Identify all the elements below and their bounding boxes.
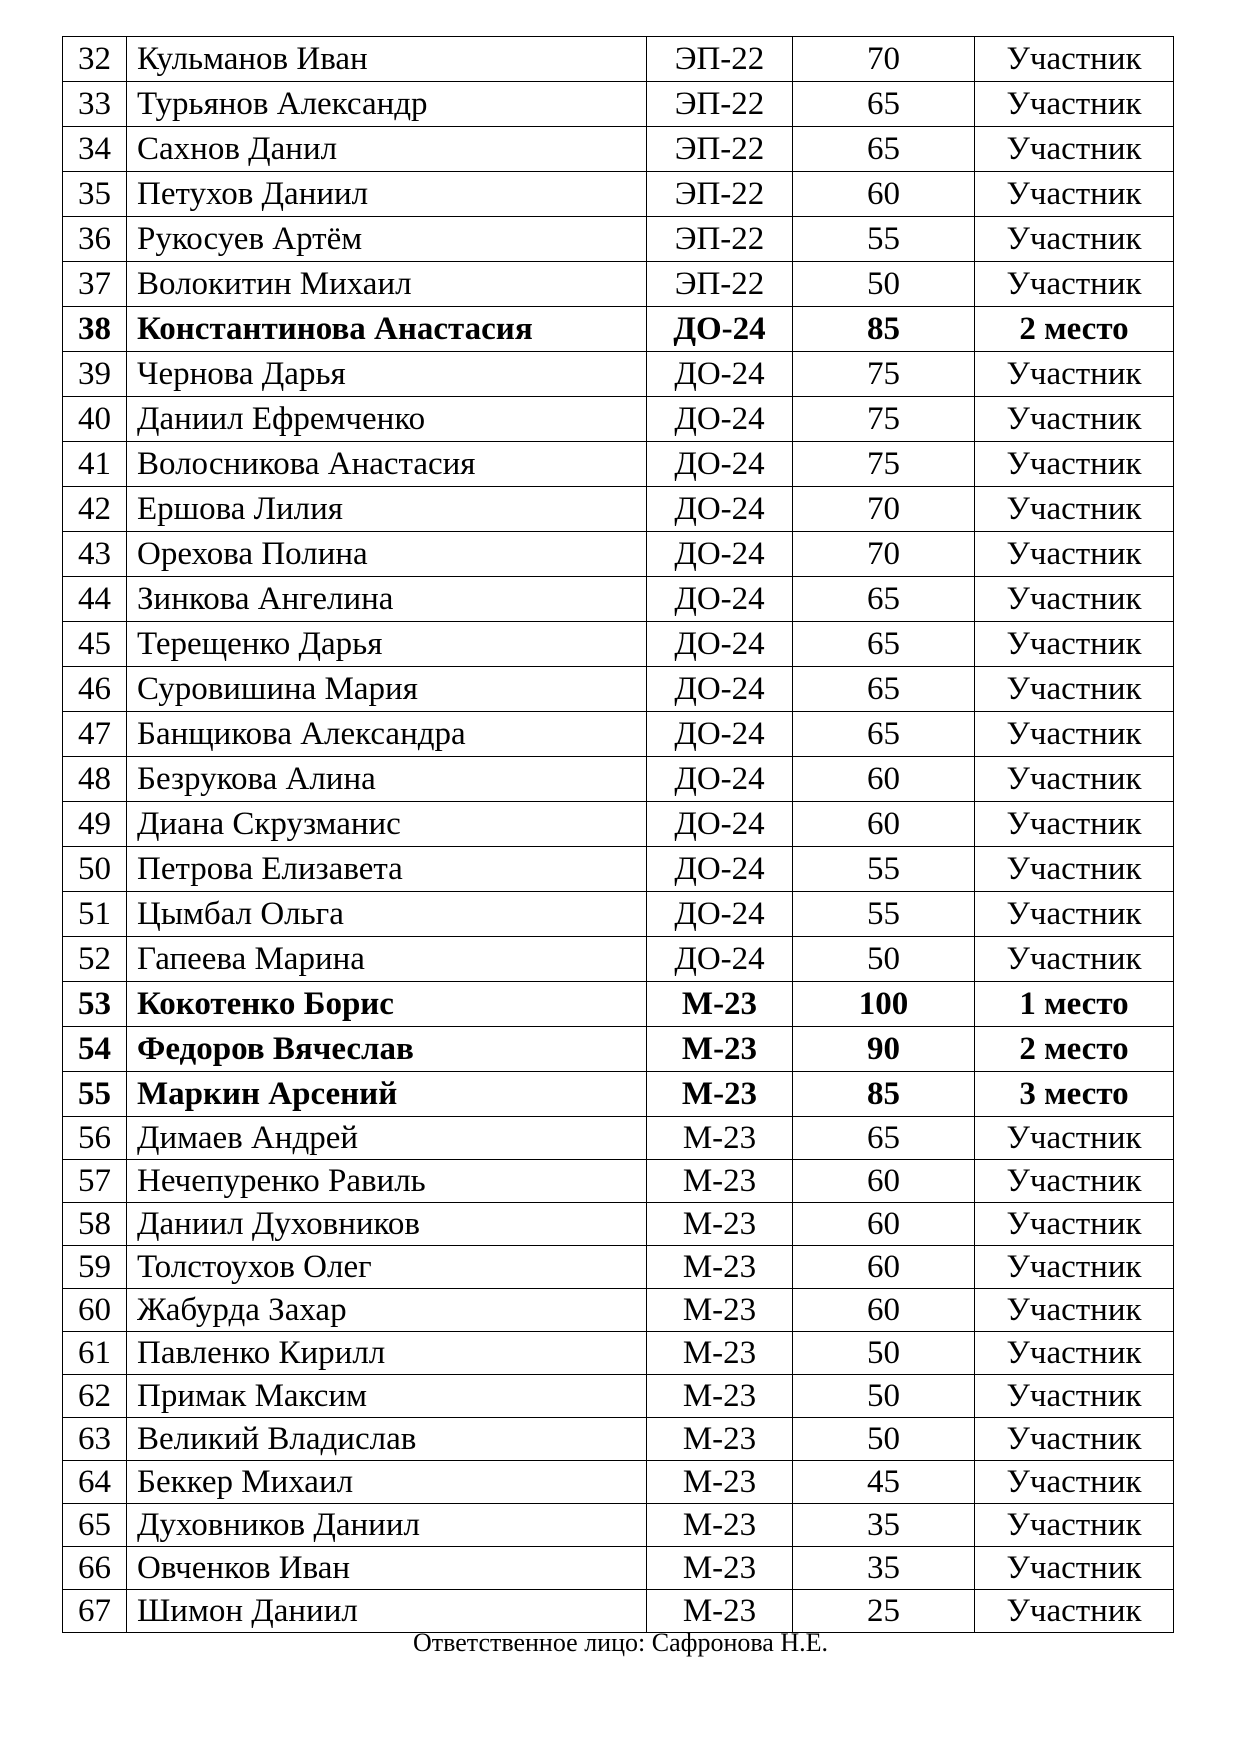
participant-name: Даниил Ефремченко (127, 397, 647, 442)
participant-score: 90 (793, 1027, 975, 1072)
table-row (63, 892, 1174, 937)
responsible-person: Ответственное лицо: Сафронова Н.Е. (412, 1628, 829, 1657)
participant-number: 50 (63, 847, 127, 892)
participant-status: 1 место (975, 982, 1174, 1027)
participant-status: Участник (975, 577, 1174, 622)
participant-name: Гапеева Марина (127, 937, 647, 982)
table-row (63, 1160, 1174, 1203)
participant-score: 35 (793, 1547, 975, 1590)
participant-score: 50 (793, 1375, 975, 1418)
participant-number: 65 (63, 1504, 127, 1547)
participant-group: ЭП-22 (647, 82, 793, 127)
participant-number: 54 (63, 1027, 127, 1072)
participant-number: 43 (63, 532, 127, 577)
participant-status: Участник (975, 532, 1174, 577)
participant-name: Зинкова Ангелина (127, 577, 647, 622)
participant-number: 62 (63, 1375, 127, 1418)
participant-group: М-23 (647, 982, 793, 1027)
participant-status: Участник (975, 802, 1174, 847)
participant-number: 52 (63, 937, 127, 982)
participant-group: ДО-24 (647, 532, 793, 577)
participant-number: 41 (63, 442, 127, 487)
participant-status: Участник (975, 1160, 1174, 1203)
participant-group: ЭП-22 (647, 262, 793, 307)
participant-group: ДО-24 (647, 442, 793, 487)
participant-status: Участник (975, 1289, 1174, 1332)
participant-status: Участник (975, 352, 1174, 397)
table-row (63, 397, 1174, 442)
participant-group: ДО-24 (647, 712, 793, 757)
participant-score: 55 (793, 847, 975, 892)
participant-score: 75 (793, 442, 975, 487)
participant-status: Участник (975, 847, 1174, 892)
participant-score: 35 (793, 1504, 975, 1547)
participant-number: 45 (63, 622, 127, 667)
participant-name: Чернова Дарья (127, 352, 647, 397)
participant-score: 70 (793, 37, 975, 82)
participant-status: Участник (975, 1246, 1174, 1289)
participant-group: ДО-24 (647, 577, 793, 622)
participant-number: 61 (63, 1332, 127, 1375)
participant-group: ЭП-22 (647, 37, 793, 82)
participant-number: 55 (63, 1072, 127, 1117)
participant-name: Жабурда Захар (127, 1289, 647, 1332)
table-row (63, 667, 1174, 712)
participant-name: Диана Скрузманис (127, 802, 647, 847)
participant-status: Участник (975, 217, 1174, 262)
table-row (63, 172, 1174, 217)
table-row (63, 1504, 1174, 1547)
participant-score: 65 (793, 622, 975, 667)
participant-score: 60 (793, 1160, 975, 1203)
table-row (63, 442, 1174, 487)
table-row (63, 937, 1174, 982)
participant-name: Кульманов Иван (127, 37, 647, 82)
table-row (63, 847, 1174, 892)
participant-name: Волосникова Анастасия (127, 442, 647, 487)
participant-status: Участник (975, 937, 1174, 982)
participant-status: 2 место (975, 1027, 1174, 1072)
participant-name: Безрукова Алина (127, 757, 647, 802)
participant-group: М-23 (647, 1203, 793, 1246)
table-row (63, 802, 1174, 847)
participant-group: М-23 (647, 1246, 793, 1289)
participant-group: ДО-24 (647, 757, 793, 802)
participant-score: 60 (793, 1203, 975, 1246)
participant-name: Терещенко Дарья (127, 622, 647, 667)
participant-group: ЭП-22 (647, 172, 793, 217)
participant-number: 49 (63, 802, 127, 847)
participant-status: Участник (975, 1504, 1174, 1547)
participant-name: Сахнов Данил (127, 127, 647, 172)
table-row (63, 1375, 1174, 1418)
participant-score: 45 (793, 1461, 975, 1504)
participant-score: 50 (793, 1332, 975, 1375)
participant-status: Участник (975, 37, 1174, 82)
participant-status: Участник (975, 172, 1174, 217)
participant-name: Суровишина Мария (127, 667, 647, 712)
participant-status: Участник (975, 1375, 1174, 1418)
participant-name: Примак Максим (127, 1375, 647, 1418)
participant-status: Участник (975, 1203, 1174, 1246)
table-row (63, 1590, 1174, 1633)
participant-group: М-23 (647, 1289, 793, 1332)
participant-score: 65 (793, 667, 975, 712)
participant-number: 47 (63, 712, 127, 757)
participant-name: Маркин Арсений (127, 1072, 647, 1117)
participant-number: 37 (63, 262, 127, 307)
participant-group: ДО-24 (647, 667, 793, 712)
participant-score: 55 (793, 892, 975, 937)
participant-group: ДО-24 (647, 397, 793, 442)
participant-status: Участник (975, 892, 1174, 937)
participant-score: 50 (793, 1418, 975, 1461)
participant-status: Участник (975, 1461, 1174, 1504)
table-row (63, 532, 1174, 577)
participant-score: 50 (793, 262, 975, 307)
table-row (63, 127, 1174, 172)
participant-status: Участник (975, 712, 1174, 757)
participant-name: Банщикова Александра (127, 712, 647, 757)
table-row (63, 1547, 1174, 1590)
participant-status: Участник (975, 397, 1174, 442)
participant-status: Участник (975, 127, 1174, 172)
participant-name: Великий Владислав (127, 1418, 647, 1461)
participant-name: Федоров Вячеслав (127, 1027, 647, 1072)
participant-number: 39 (63, 352, 127, 397)
participant-status: Участник (975, 1332, 1174, 1375)
participant-name: Овченков Иван (127, 1547, 647, 1590)
participant-name: Константинова Анастасия (127, 307, 647, 352)
participant-group: М-23 (647, 1072, 793, 1117)
participant-score: 85 (793, 1072, 975, 1117)
participant-score: 65 (793, 82, 975, 127)
table-row (63, 1461, 1174, 1504)
participant-status: Участник (975, 82, 1174, 127)
table-row (63, 1418, 1174, 1461)
participant-score: 65 (793, 127, 975, 172)
participant-group: ДО-24 (647, 307, 793, 352)
participant-number: 57 (63, 1160, 127, 1203)
participant-score: 60 (793, 802, 975, 847)
participant-group: ДО-24 (647, 622, 793, 667)
participant-status: Участник (975, 1418, 1174, 1461)
table-row (63, 1027, 1174, 1072)
participant-number: 63 (63, 1418, 127, 1461)
participant-group: М-23 (647, 1160, 793, 1203)
participant-status: Участник (975, 622, 1174, 667)
participant-status: Участник (975, 262, 1174, 307)
participant-group: ДО-24 (647, 937, 793, 982)
participant-score: 60 (793, 1246, 975, 1289)
participant-group: М-23 (647, 1117, 793, 1160)
participant-number: 66 (63, 1547, 127, 1590)
participant-number: 67 (63, 1590, 127, 1633)
table-row (63, 1203, 1174, 1246)
participant-score: 55 (793, 217, 975, 262)
participant-status: Участник (975, 667, 1174, 712)
participant-status: Участник (975, 757, 1174, 802)
participant-number: 58 (63, 1203, 127, 1246)
participant-number: 34 (63, 127, 127, 172)
participant-name: Волокитин Михаил (127, 262, 647, 307)
participant-group: ДО-24 (647, 892, 793, 937)
participant-number: 40 (63, 397, 127, 442)
participant-score: 100 (793, 982, 975, 1027)
table-row (63, 622, 1174, 667)
participant-name: Шимон Даниил (127, 1590, 647, 1633)
participant-number: 64 (63, 1461, 127, 1504)
participant-name: Димаев Андрей (127, 1117, 647, 1160)
participant-group: М-23 (647, 1590, 793, 1633)
table-row (63, 307, 1174, 352)
participant-name: Рукосуев Артём (127, 217, 647, 262)
participant-name: Кокотенко Борис (127, 982, 647, 1027)
participant-group: М-23 (647, 1461, 793, 1504)
table-row (63, 577, 1174, 622)
participant-name: Ершова Лилия (127, 487, 647, 532)
table-row (63, 982, 1174, 1027)
table-row (63, 1289, 1174, 1332)
participant-group: М-23 (647, 1332, 793, 1375)
participant-number: 44 (63, 577, 127, 622)
participant-number: 53 (63, 982, 127, 1027)
participant-name: Даниил Духовников (127, 1203, 647, 1246)
participant-name: Духовников Даниил (127, 1504, 647, 1547)
participant-score: 60 (793, 172, 975, 217)
participant-number: 36 (63, 217, 127, 262)
participant-score: 65 (793, 1117, 975, 1160)
participant-group: М-23 (647, 1027, 793, 1072)
participant-number: 51 (63, 892, 127, 937)
participant-status: Участник (975, 1547, 1174, 1590)
participant-number: 46 (63, 667, 127, 712)
participant-group: ДО-24 (647, 802, 793, 847)
participant-score: 60 (793, 757, 975, 802)
participant-status: Участник (975, 442, 1174, 487)
participant-score: 85 (793, 307, 975, 352)
participant-number: 42 (63, 487, 127, 532)
table-row (63, 1246, 1174, 1289)
participant-score: 65 (793, 712, 975, 757)
participant-group: М-23 (647, 1418, 793, 1461)
participant-status: Участник (975, 1590, 1174, 1633)
table-row (63, 352, 1174, 397)
participant-status: 3 место (975, 1072, 1174, 1117)
results-table-body (63, 37, 1174, 1633)
participant-status: 2 место (975, 307, 1174, 352)
participant-score: 60 (793, 1289, 975, 1332)
participant-status: Участник (975, 1117, 1174, 1160)
participant-name: Нечепуренко Равиль (127, 1160, 647, 1203)
table-row (63, 37, 1174, 82)
participant-name: Беккер Михаил (127, 1461, 647, 1504)
participant-group: М-23 (647, 1547, 793, 1590)
participant-group: М-23 (647, 1504, 793, 1547)
participant-score: 70 (793, 532, 975, 577)
participant-name: Петухов Даниил (127, 172, 647, 217)
participant-status: Участник (975, 487, 1174, 532)
participant-group: ДО-24 (647, 352, 793, 397)
table-row (63, 487, 1174, 532)
participant-name: Турьянов Александр (127, 82, 647, 127)
table-row (63, 712, 1174, 757)
participant-score: 75 (793, 352, 975, 397)
participant-score: 75 (793, 397, 975, 442)
table-row (63, 1072, 1174, 1117)
participant-number: 56 (63, 1117, 127, 1160)
participant-group: ДО-24 (647, 487, 793, 532)
participant-number: 38 (63, 307, 127, 352)
participant-name: Петрова Елизавета (127, 847, 647, 892)
table-row (63, 1117, 1174, 1160)
participant-number: 59 (63, 1246, 127, 1289)
table-row (63, 82, 1174, 127)
table-row (63, 217, 1174, 262)
participant-score: 25 (793, 1590, 975, 1633)
participant-name: Павленко Кирилл (127, 1332, 647, 1375)
table-row (63, 757, 1174, 802)
participant-score: 70 (793, 487, 975, 532)
participant-group: ЭП-22 (647, 127, 793, 172)
participant-score: 50 (793, 937, 975, 982)
participant-number: 35 (63, 172, 127, 217)
table-row (63, 1332, 1174, 1375)
participant-group: М-23 (647, 1375, 793, 1418)
participant-name: Орехова Полина (127, 532, 647, 577)
participant-number: 60 (63, 1289, 127, 1332)
results-table (62, 36, 1174, 1633)
participant-score: 65 (793, 577, 975, 622)
participant-number: 32 (63, 37, 127, 82)
participant-number: 33 (63, 82, 127, 127)
participant-group: ЭП-22 (647, 217, 793, 262)
participant-group: ДО-24 (647, 847, 793, 892)
table-row (63, 262, 1174, 307)
participant-name: Цымбал Ольга (127, 892, 647, 937)
participant-name: Толстоухов Олег (127, 1246, 647, 1289)
participant-number: 48 (63, 757, 127, 802)
